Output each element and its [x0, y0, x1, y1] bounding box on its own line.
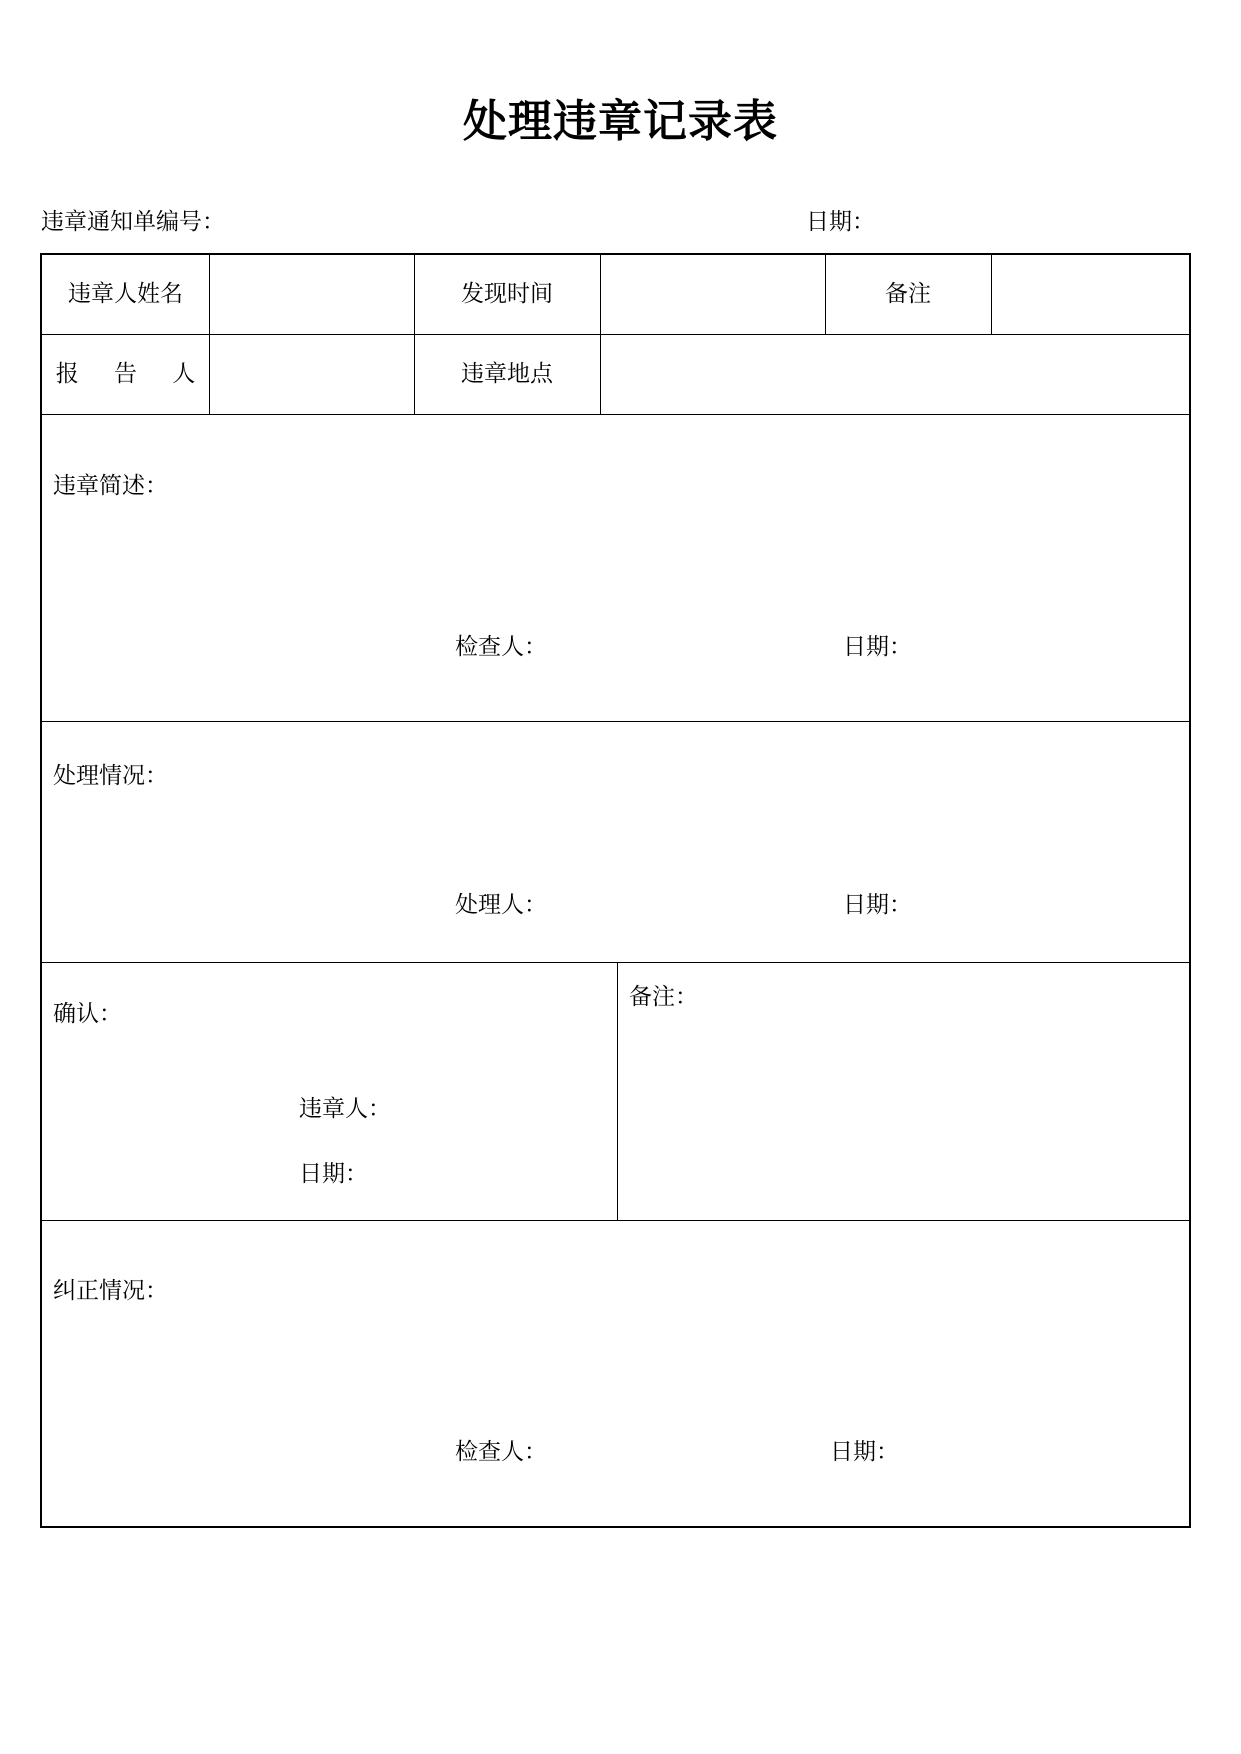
correction-label: 纠正情况： — [53, 1278, 168, 1304]
violator-name-value[interactable] — [209, 255, 414, 334]
page-title: 处理违章记录表 — [463, 96, 778, 147]
violator-name-label: 违章人姓名 — [68, 281, 183, 307]
summary-inspector-label: 检查人： — [455, 634, 547, 660]
remark-value[interactable] — [991, 255, 1189, 334]
summary-date-label: 日期： — [843, 634, 912, 660]
correction-date-label: 日期： — [830, 1439, 899, 1465]
reporter-value[interactable] — [209, 334, 414, 414]
handling-label: 处理情况： — [53, 763, 168, 789]
confirm-date-label: 日期： — [299, 1161, 368, 1187]
found-time-value[interactable] — [600, 255, 825, 334]
notice-number-label: 违章通知单编号： — [41, 209, 225, 235]
record-table — [40, 253, 1191, 1528]
location-value[interactable] — [600, 334, 1189, 414]
column-divider — [617, 962, 618, 1220]
confirm-label: 确认： — [53, 1001, 122, 1027]
correction-inspector-label: 检查人： — [455, 1439, 547, 1465]
summary-label: 违章简述： — [53, 473, 168, 499]
row-divider — [42, 962, 1189, 963]
handling-date-label: 日期： — [843, 892, 912, 918]
found-time-label: 发现时间 — [461, 281, 553, 307]
row-divider — [42, 414, 1189, 415]
row-divider — [42, 721, 1189, 722]
confirm-remark-label: 备注： — [629, 984, 698, 1010]
header-date-label: 日期： — [806, 209, 875, 235]
row-divider — [42, 1220, 1189, 1221]
location-label: 违章地点 — [461, 361, 553, 387]
confirm-violator-label: 违章人： — [299, 1096, 391, 1122]
handler-label: 处理人： — [455, 892, 547, 918]
reporter-label: 报 告 人 — [55, 361, 210, 387]
remark-label: 备注 — [885, 281, 931, 307]
